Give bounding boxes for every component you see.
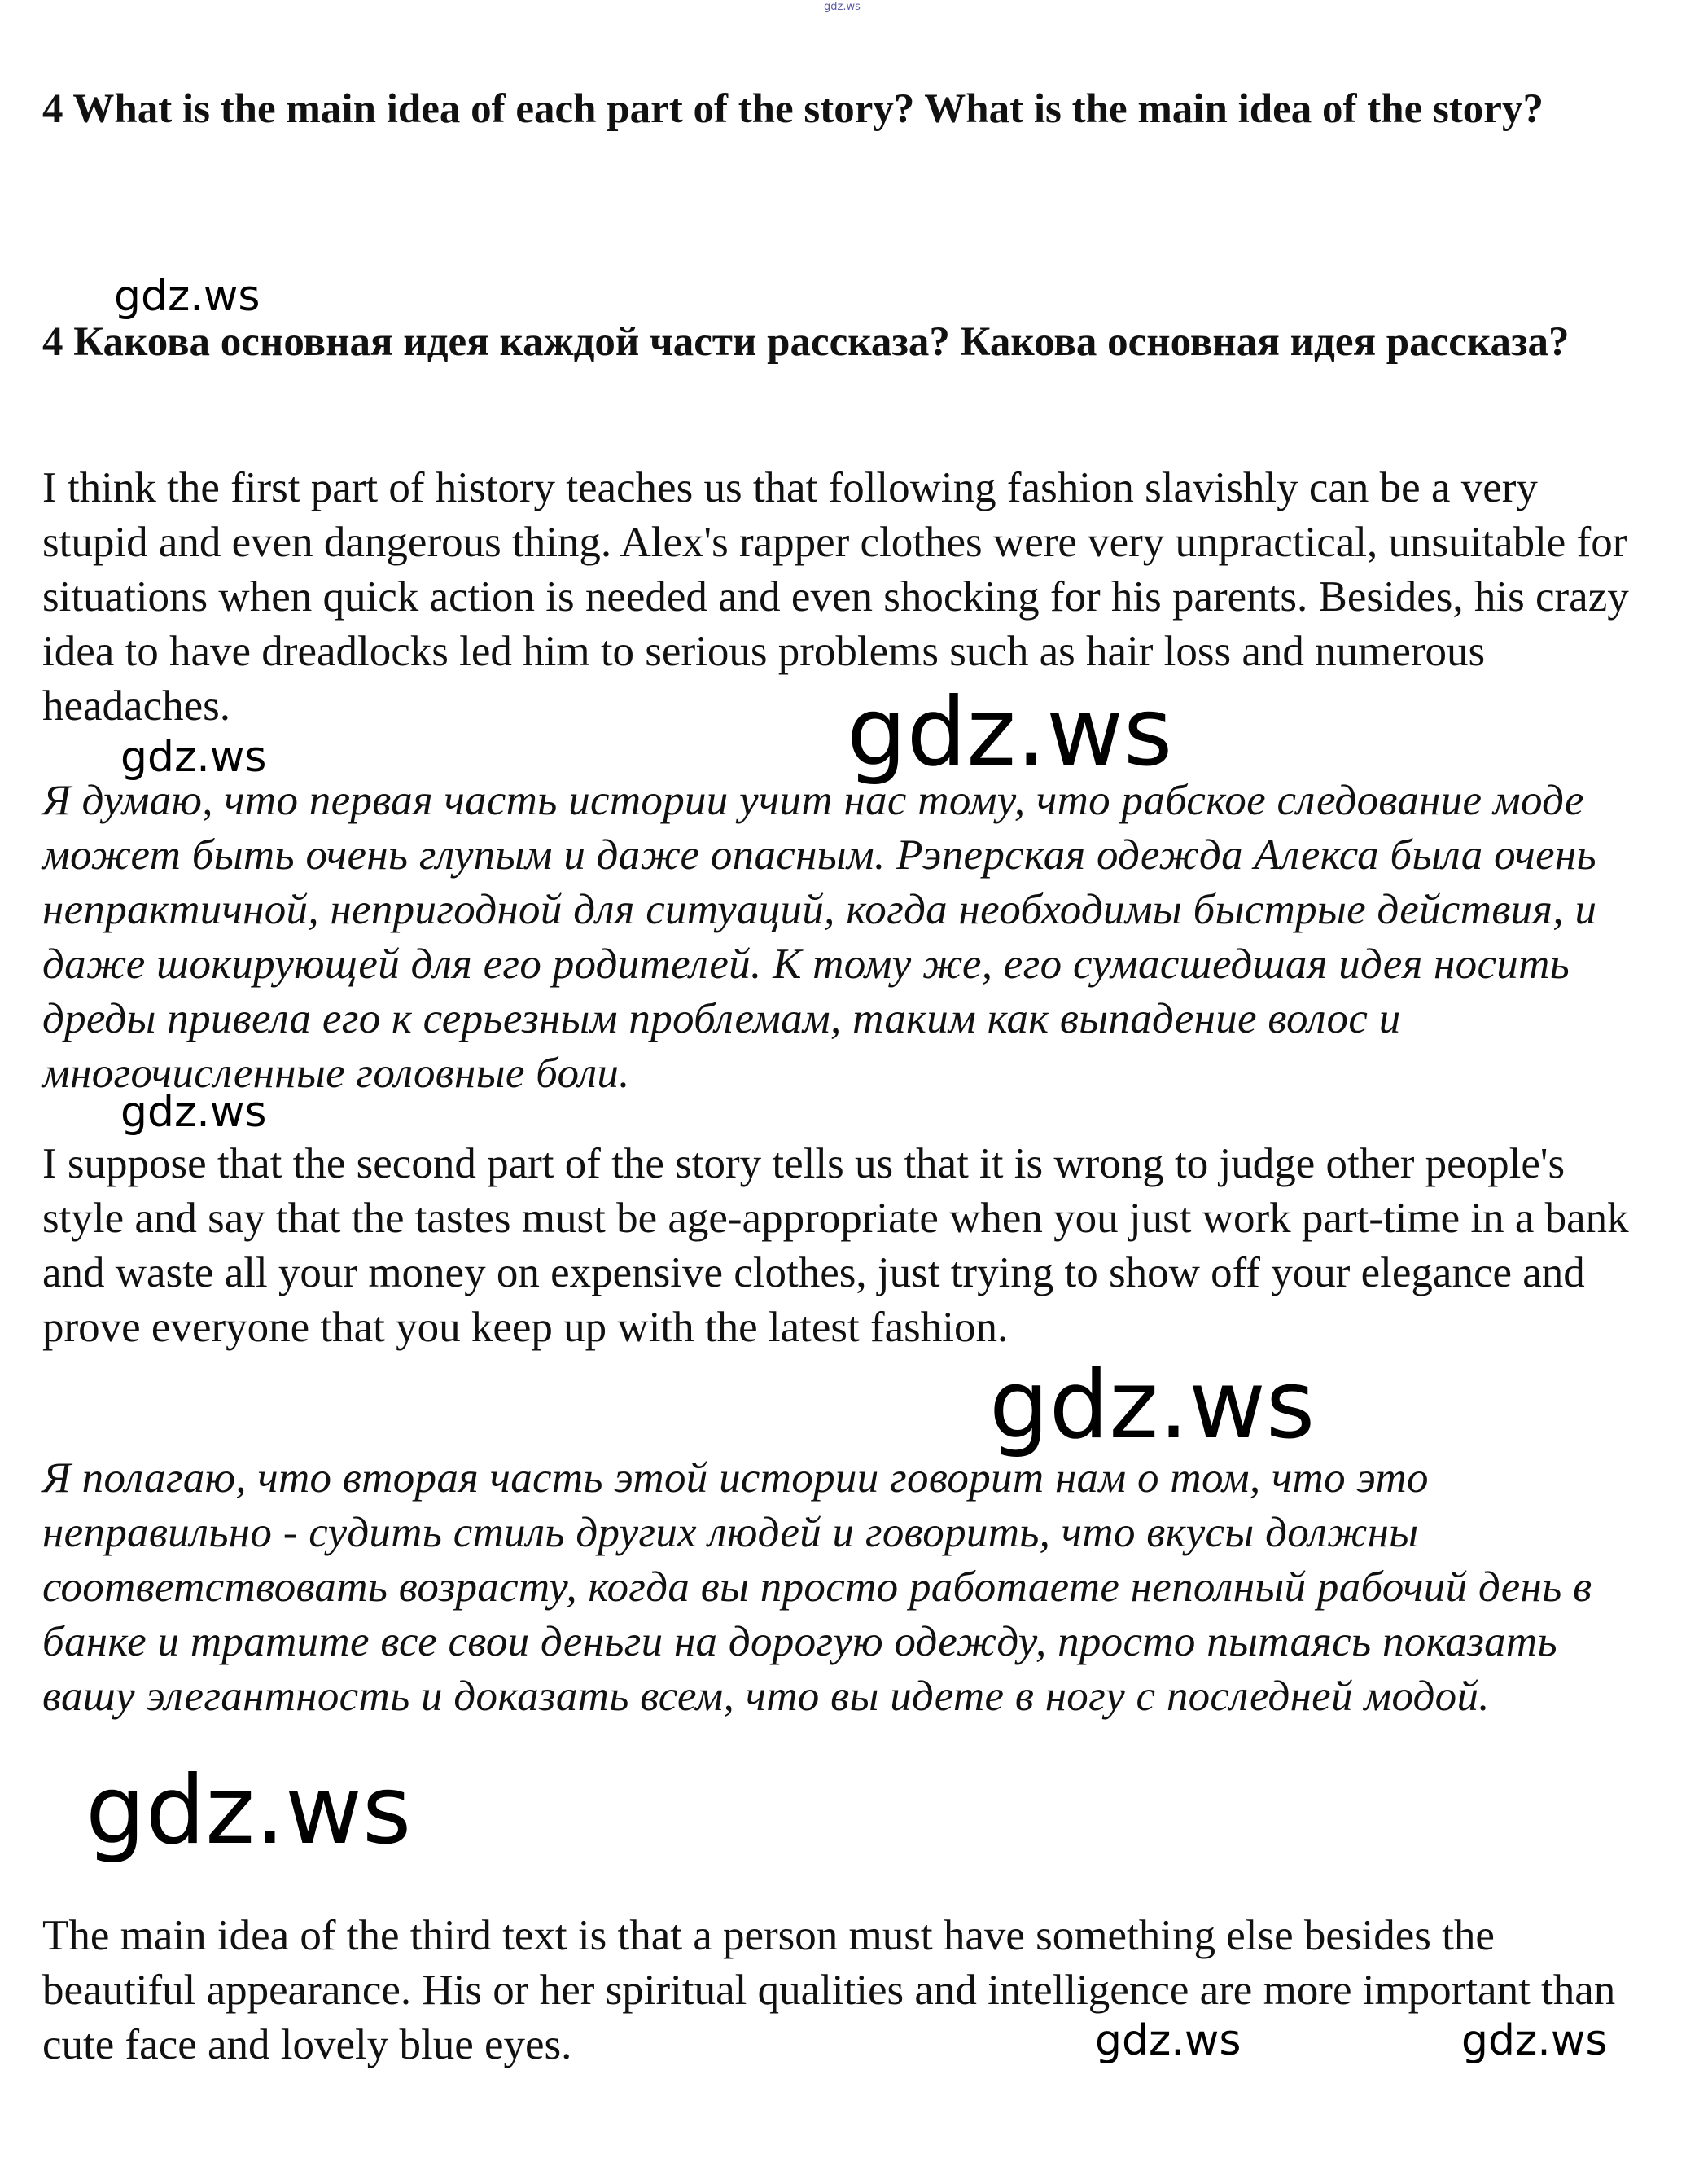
paragraph-1-en: I think the first part of history teaches us that following fashion slavishly can be a very stupid and even dangerous thing. Alex's rapper clothes were very unpractical, unsuitable for situations when quick action is needed and even shocking for his parents. Besides, his crazy idea to have dreadlocks led him to serious problems such as hair loss and numerous headaches. bbox=[42, 464, 1629, 730]
watermark-top: gdz.ws bbox=[824, 1, 861, 13]
watermark: gdz.ws bbox=[120, 1088, 267, 1137]
watermark: gdz.ws bbox=[85, 1756, 412, 1866]
paragraph-2-ru: Я полагаю, что вторая часть этой истории говорит нам о том, что это неправильно - судить стиль других людей и говорить, что вкусы должны соответствовать возрасту, когда вы просто работаете неполный рабочий день в банке и тратите все свои деньги на дорогую одежду, просто пытаясь показать вашу элегантность и доказать всем, что вы идете в ногу с последней модой. bbox=[42, 1454, 1592, 1720]
watermark: gdz.ws bbox=[847, 678, 1173, 787]
watermark: gdz.ws bbox=[1461, 2016, 1608, 2065]
watermark: gdz.ws bbox=[114, 272, 261, 321]
paragraph-1-ru: Я думаю, что первая часть истории учит нас тому, что рабское следование моде может быть очень глупым и даже опасным. Рэперская одежда Алекса была очень непрактичной, непригодной для ситуаций, когда необходимы быстрые действия, и даже шокирующей для его родителей. К тому же, его сумасшедшая идея носить дреды привела его к серьезным проблемам, таким как выпадение волос и многочисленные головные боли. bbox=[42, 777, 1597, 1097]
paragraph-3-en: The main idea of the third text is that a person must have something else besides the beautiful appearance. His or her spiritual qualities and intelligence are more important than cute face and lovely blue eyes. bbox=[42, 1912, 1616, 2068]
watermark: gdz.ws bbox=[989, 1350, 1316, 1460]
task-heading-en: 4 What is the main idea of each part of the story? What is the main idea of the story? bbox=[42, 86, 1544, 132]
task-heading-ru: 4 Какова основная идея каждой части рассказа? Какова основная идея рассказа? bbox=[42, 319, 1570, 365]
paragraph-2-en: I suppose that the second part of the story tells us that it is wrong to judge other people's style and say that the tastes must be age-appropriate when you just work part-time in a bank and waste all your money on expensive clothes, just trying to show off your elegance and prove everyone that you keep up with the latest fashion. bbox=[42, 1140, 1629, 1351]
watermark: gdz.ws bbox=[1095, 2016, 1242, 2065]
watermark: gdz.ws bbox=[120, 733, 267, 782]
